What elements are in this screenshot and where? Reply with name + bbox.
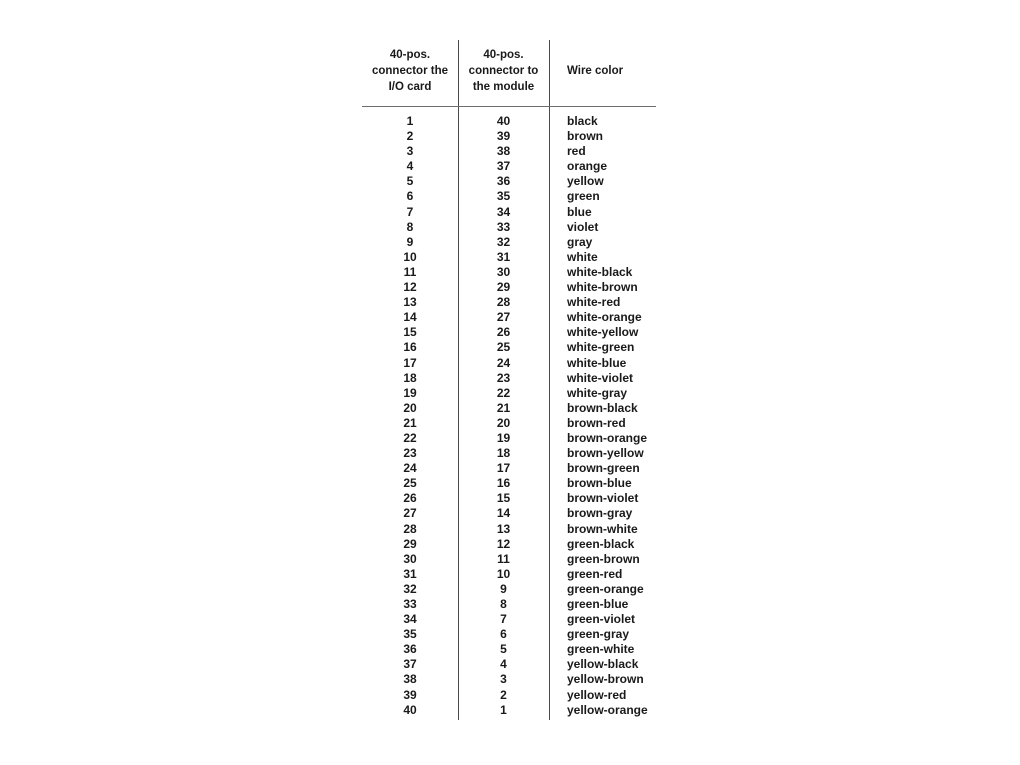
module-pin: 33	[496, 219, 511, 234]
module-pin: 10	[496, 566, 511, 581]
module-pin: 1	[500, 702, 507, 717]
wire-color: green-white	[567, 642, 635, 657]
module-pin: 3	[500, 672, 507, 687]
table-row	[362, 537, 656, 552]
io-card-pin: 37	[403, 657, 417, 672]
table-row	[362, 144, 656, 159]
io-card-pin: 25	[403, 476, 417, 491]
module-pin: 5	[500, 642, 507, 657]
table-row	[362, 310, 656, 325]
wire-color: brown-violet	[567, 491, 639, 506]
table-row	[362, 688, 656, 703]
module-pin: 8	[500, 597, 507, 611]
table-row	[362, 446, 656, 461]
wire-color: white-violet	[567, 370, 634, 385]
wire-color: white-gray	[567, 385, 628, 400]
io-card-pin: 36	[403, 642, 417, 657]
table-row	[362, 431, 656, 446]
table-row	[362, 476, 656, 491]
table-row	[362, 356, 656, 371]
wire-color: yellow-brown	[567, 672, 644, 687]
wire-color: brown-red	[567, 415, 626, 430]
table-row	[362, 265, 656, 280]
wire-color: red	[567, 144, 586, 159]
header-rule	[362, 106, 656, 107]
io-card-pin: 1	[406, 114, 414, 128]
module-pin: 40	[496, 114, 511, 128]
io-card-pin: 10	[403, 249, 417, 264]
table-row	[362, 371, 656, 386]
table-row	[362, 672, 656, 687]
io-card-pin: 11	[403, 264, 417, 279]
io-card-pin: 33	[403, 597, 417, 611]
io-card-pin: 27	[403, 506, 417, 521]
wire-color: orange	[567, 159, 608, 174]
header-module-connector	[458, 40, 549, 106]
wire-color: brown-orange	[567, 430, 647, 445]
wire-color: blue	[567, 204, 592, 219]
wire-color: yellow-orange	[567, 702, 648, 717]
table-row	[362, 205, 656, 220]
module-pin: 36	[496, 174, 511, 189]
wire-color: white-black	[567, 264, 633, 279]
header-line: connector to	[468, 65, 539, 77]
table-row	[362, 129, 656, 144]
io-card-pin: 4	[406, 159, 414, 174]
module-pin: 29	[496, 280, 511, 295]
module-pin: 6	[500, 627, 507, 642]
wire-color: brown-blue	[567, 476, 632, 491]
header-line: connector the	[371, 65, 449, 77]
table-row	[362, 280, 656, 295]
table-row	[362, 114, 656, 129]
table-row	[362, 597, 656, 612]
table-row	[362, 552, 656, 567]
wire-color: white-yellow	[567, 325, 639, 340]
table-row	[362, 612, 656, 627]
io-card-pin: 40	[403, 702, 417, 717]
table-row	[362, 582, 656, 597]
io-card-pin: 39	[403, 687, 417, 702]
io-card-pin: 16	[403, 340, 417, 355]
io-card-pin: 19	[403, 385, 417, 400]
wire-color: gray	[567, 234, 593, 249]
module-pin: 31	[496, 249, 511, 264]
table-row	[362, 627, 656, 642]
module-pin: 18	[496, 446, 511, 461]
table-row	[362, 295, 656, 310]
table-row	[362, 159, 656, 174]
table-row	[362, 250, 656, 265]
module-pin: 15	[496, 491, 511, 506]
module-pin: 32	[496, 234, 511, 249]
io-card-pin: 2	[406, 129, 414, 144]
header-line: the module	[472, 81, 535, 93]
module-pin: 20	[496, 415, 511, 430]
io-card-pin: 13	[403, 295, 417, 310]
wire-color: white-brown	[567, 280, 638, 295]
table-row	[362, 189, 656, 204]
io-card-pin: 22	[403, 430, 417, 445]
header-line: 40-pos.	[389, 49, 431, 61]
table-row	[362, 461, 656, 476]
table-header	[362, 40, 656, 106]
table-row	[362, 401, 656, 416]
module-pin: 19	[496, 430, 511, 445]
wire-color: brown-gray	[567, 506, 633, 521]
table-row	[362, 567, 656, 582]
wire-color: white-blue	[567, 355, 627, 370]
wire-color: violet	[567, 219, 599, 234]
module-pin: 30	[496, 264, 511, 279]
io-card-pin: 31	[403, 566, 417, 581]
header-line: I/O card	[388, 81, 432, 93]
module-pin: 11	[497, 551, 510, 566]
module-pin: 34	[496, 204, 511, 219]
io-card-pin: 7	[406, 204, 414, 219]
table-row	[362, 642, 656, 657]
io-card-pin: 18	[403, 370, 417, 385]
module-pin: 7	[500, 612, 507, 627]
header-io-card-connector	[362, 40, 458, 106]
io-card-pin: 6	[406, 189, 414, 204]
wiring-table	[362, 40, 656, 720]
table-row	[362, 386, 656, 401]
wire-color: white-orange	[567, 310, 642, 325]
module-pin: 23	[496, 370, 511, 385]
io-card-pin: 5	[406, 174, 414, 189]
io-card-pin: 20	[403, 400, 417, 415]
module-pin: 21	[496, 400, 511, 415]
wire-color: green-orange	[567, 581, 644, 596]
wire-color: white-red	[567, 295, 621, 310]
module-pin: 9	[500, 581, 507, 596]
io-card-pin: 24	[403, 461, 417, 476]
module-pin: 26	[496, 325, 511, 340]
io-card-pin: 8	[406, 219, 414, 234]
module-pin: 4	[500, 657, 507, 672]
wire-color: brown-green	[567, 461, 640, 476]
io-card-pin: 14	[403, 310, 417, 325]
module-pin: 14	[496, 506, 511, 521]
wire-color: white-green	[567, 340, 635, 355]
wire-color: green-violet	[567, 612, 636, 627]
module-pin: 12	[496, 536, 511, 551]
io-card-pin: 28	[403, 521, 417, 536]
module-pin: 25	[496, 340, 511, 355]
wire-color: brown-black	[567, 400, 638, 415]
wire-color: white	[567, 249, 598, 264]
io-card-pin: 3	[406, 144, 414, 159]
wire-color: yellow-black	[567, 657, 639, 672]
table-row	[362, 340, 656, 355]
table-row	[362, 174, 656, 189]
table-row	[362, 506, 656, 521]
io-card-pin: 38	[403, 672, 417, 687]
io-card-pin: 9	[406, 234, 414, 249]
io-card-pin: 35	[403, 627, 417, 642]
table-body	[362, 114, 656, 718]
module-pin: 38	[496, 144, 511, 159]
wire-color: brown	[567, 129, 603, 144]
table-row	[362, 703, 656, 718]
module-pin: 39	[496, 129, 511, 144]
table-row	[362, 235, 656, 250]
wire-color: green	[567, 189, 600, 204]
table-row	[362, 220, 656, 235]
io-card-pin: 15	[403, 325, 417, 340]
header-line: Wire color	[567, 65, 624, 77]
module-pin: 35	[496, 189, 511, 204]
wire-color: green-gray	[567, 627, 630, 642]
wire-color: green-blue	[567, 597, 629, 611]
io-card-pin: 17	[403, 355, 417, 370]
header-line: 40-pos.	[483, 49, 524, 61]
wire-color: green-black	[567, 536, 635, 551]
io-card-pin: 30	[403, 551, 417, 566]
table-row	[362, 657, 656, 672]
module-pin: 16	[496, 476, 511, 491]
module-pin: 13	[496, 521, 511, 536]
wire-color: green-red	[567, 566, 623, 581]
table-row	[362, 325, 656, 340]
module-pin: 28	[496, 295, 511, 310]
wire-color: brown-white	[567, 521, 638, 536]
io-card-pin: 26	[403, 491, 417, 506]
module-pin: 17	[496, 461, 511, 476]
wire-color: green-brown	[567, 551, 640, 566]
module-pin: 2	[500, 687, 507, 702]
table-row	[362, 491, 656, 506]
io-card-pin: 34	[403, 612, 417, 627]
wire-color: yellow	[567, 174, 604, 189]
wire-color: black	[567, 114, 598, 128]
io-card-pin: 29	[403, 536, 417, 551]
io-card-pin: 21	[403, 415, 417, 430]
module-pin: 22	[496, 385, 511, 400]
wire-color: yellow-red	[567, 687, 627, 702]
table-row	[362, 522, 656, 537]
module-pin: 24	[496, 355, 511, 370]
module-pin: 37	[496, 159, 511, 174]
table-row	[362, 416, 656, 431]
header-wire-color	[549, 40, 656, 106]
io-card-pin: 12	[403, 280, 417, 295]
io-card-pin: 32	[403, 581, 417, 596]
wire-color: brown-yellow	[567, 446, 644, 461]
module-pin: 27	[496, 310, 511, 325]
io-card-pin: 23	[403, 446, 417, 461]
